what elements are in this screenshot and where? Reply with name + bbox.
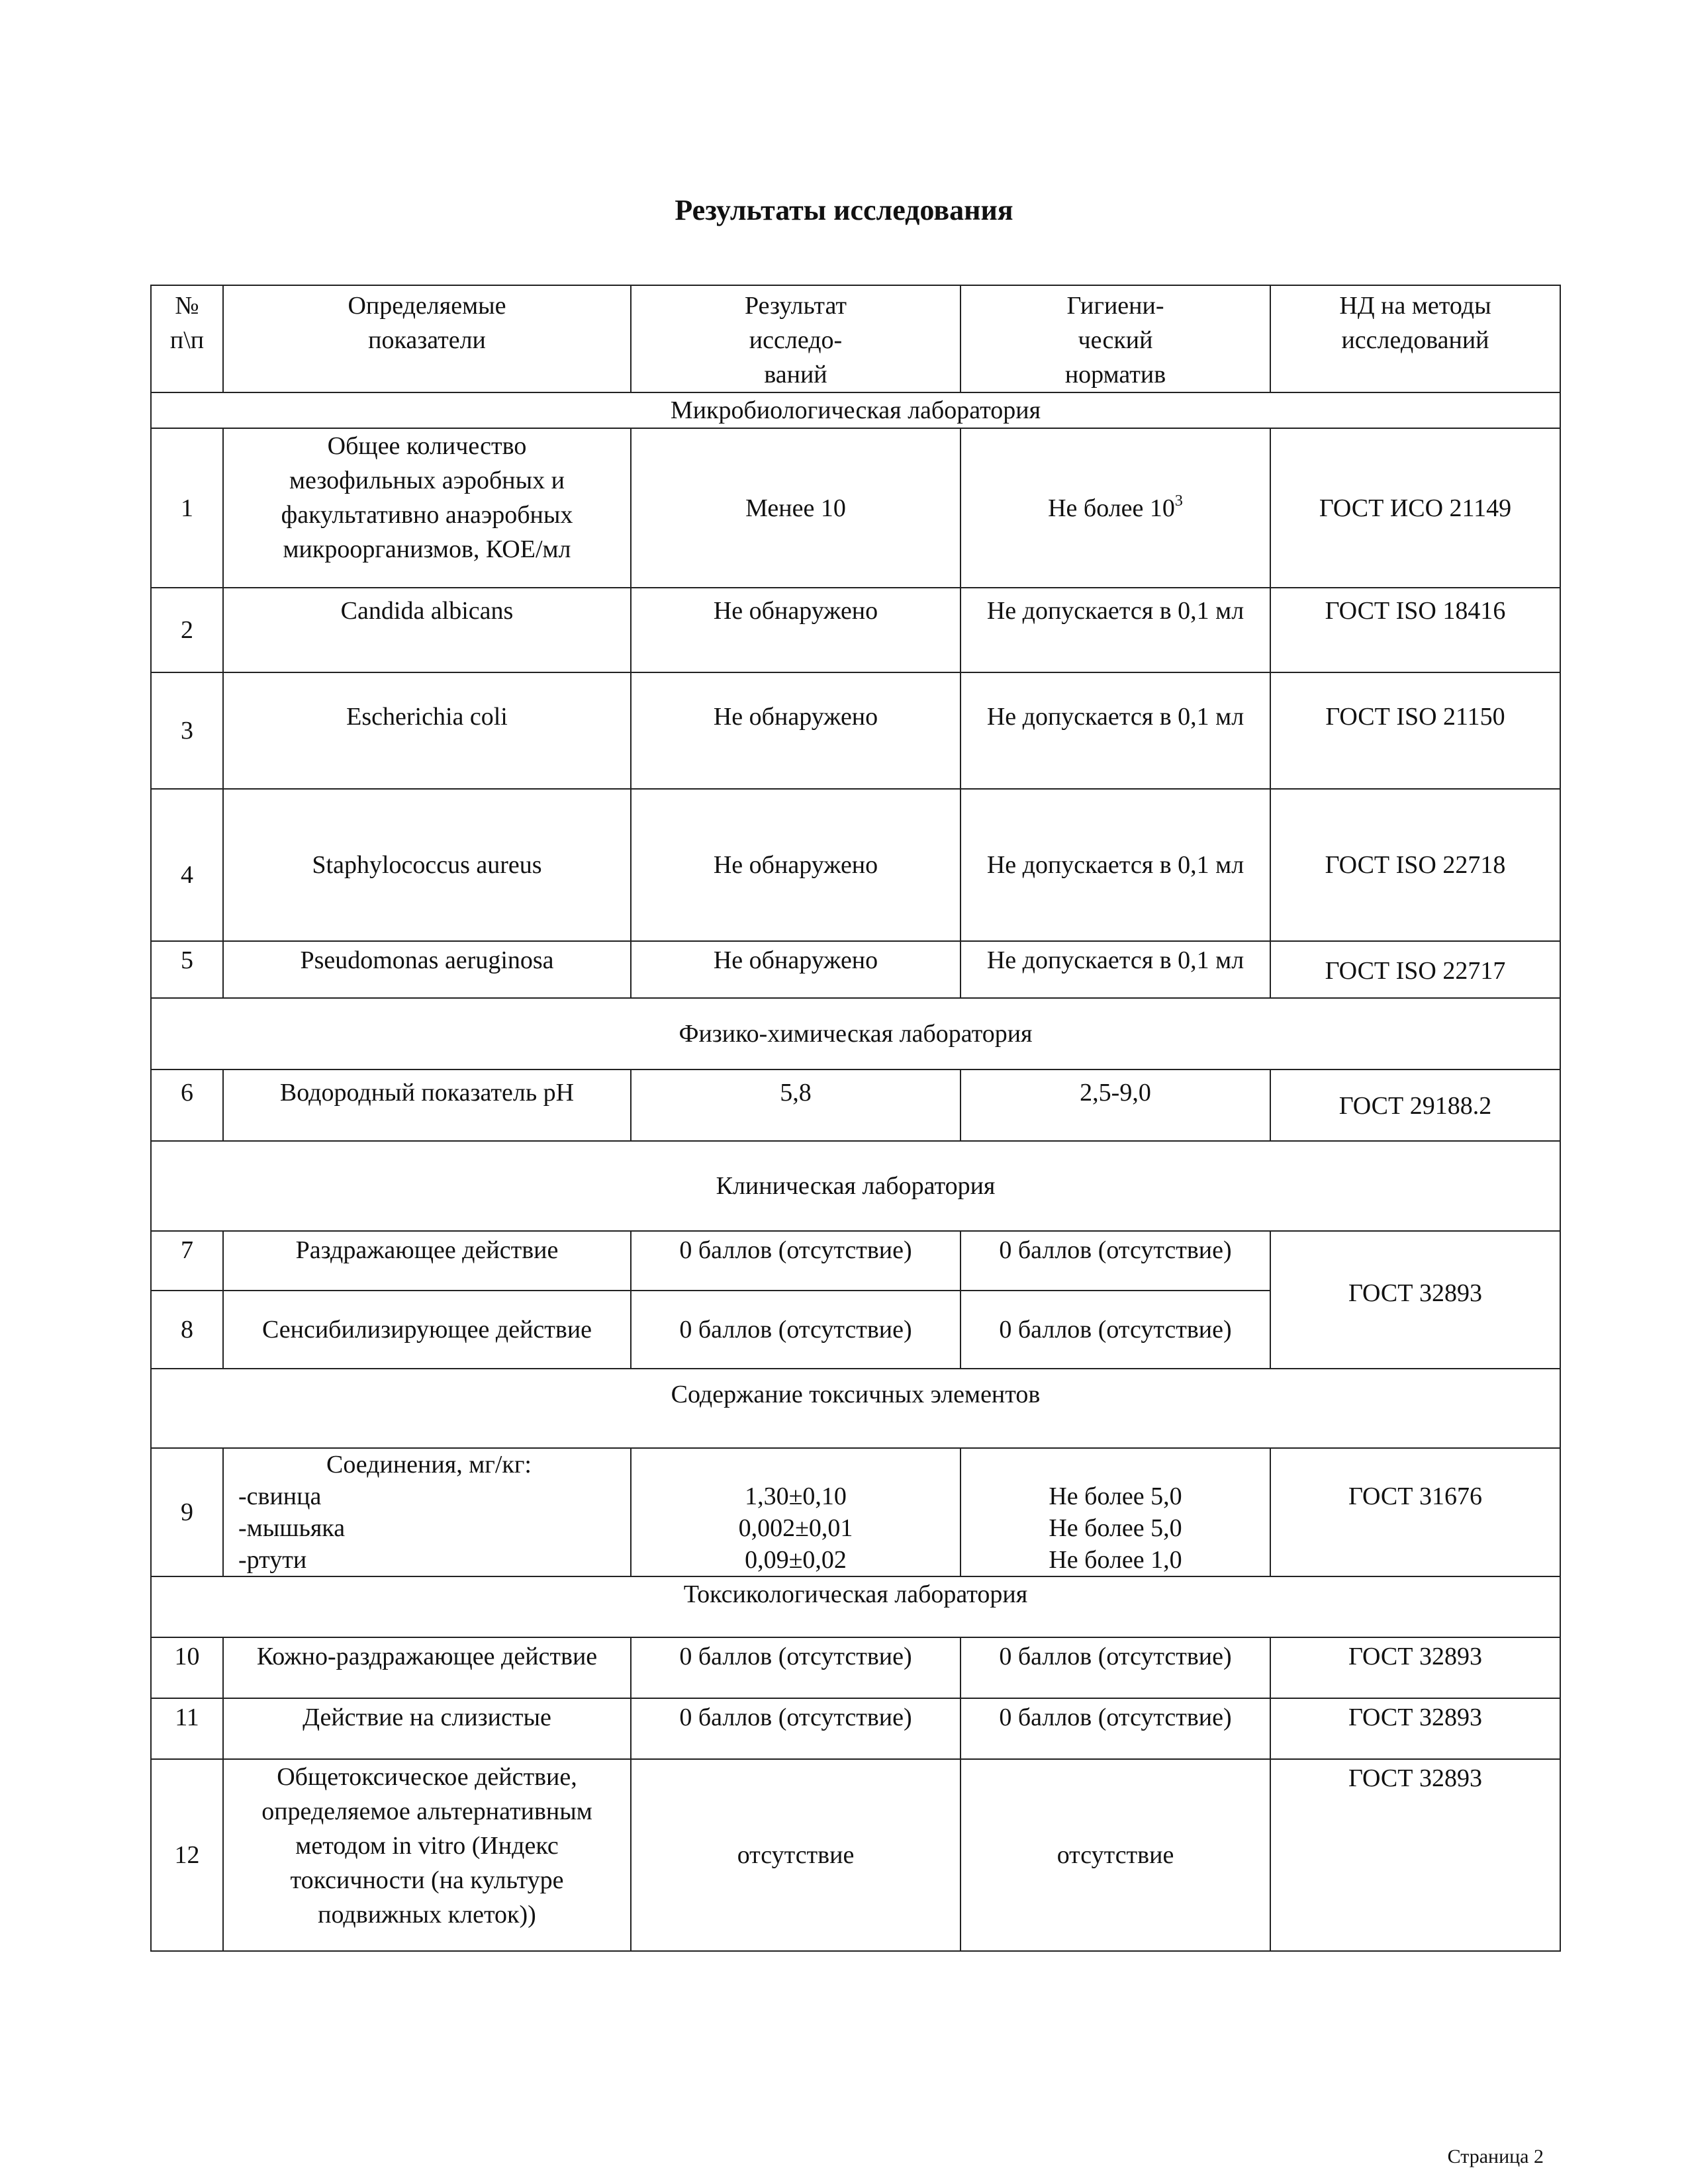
indicator-cell: Candida albicans [223,588,631,672]
norm-cell: Не допускается в 0,1 мл [961,588,1270,672]
indicator-cell: Водородный показатель рН [223,1069,631,1141]
method-cell: ГОСТ ISO 21150 [1270,672,1560,789]
result-cell: 5,8 [631,1069,961,1141]
row-number: 7 [151,1231,223,1291]
method-cell: ГОСТ 32893 [1270,1759,1560,1951]
section-row [151,1141,1560,1231]
result-cell: Не обнаружено [631,588,961,672]
row-number: 4 [151,789,223,941]
result-cell: 0 баллов (отсутствие) [631,1637,961,1698]
norm-cell: Не допускается в 0,1 мл [961,672,1270,789]
indicator-cell: Действие на слизистые [223,1698,631,1759]
method-cell: ГОСТ 32893 [1270,1698,1560,1759]
indicator-cell: Escherichia coli [223,672,631,789]
result-cell: отсутствие [631,1759,961,1951]
table-row [151,941,1560,998]
section-clinical: Клиническая лаборатория [151,1141,1560,1231]
norm-cell: 0 баллов (отсутствие) [961,1637,1270,1698]
table-row [151,789,1560,941]
method-cell: ГОСТ 29188.2 [1270,1069,1560,1141]
row-number: 1 [151,428,223,588]
table-row [151,1698,1560,1759]
row-number: 8 [151,1291,223,1369]
result-cell: Не обнаружено [631,941,961,998]
indicator-cell: Staphylococcus aureus [223,789,631,941]
norm-cell: Не более 5,0 Не более 5,0 Не более 1,0 [961,1448,1270,1576]
results-table [150,285,1561,1952]
method-cell: ГОСТ ИСО 21149 [1270,428,1560,588]
method-cell: ГОСТ ISO 18416 [1270,588,1560,672]
method-cell: ГОСТ ISO 22718 [1270,789,1560,941]
row-number: 10 [151,1637,223,1698]
row-number: 5 [151,941,223,998]
table-row [151,1231,1560,1291]
norm-cell: Не допускается в 0,1 мл [961,941,1270,998]
page-number: Страница 2 [1447,2146,1544,2167]
indicator-cell: Pseudomonas aeruginosa [223,941,631,998]
result-cell: Не обнаружено [631,672,961,789]
indicator-cell: Общетоксическое действие, определяемое альтернативным методом in vitro (Индекс токсичности (на культуре подвижных клеток)) [223,1759,631,1951]
result-cell: 0 баллов (отсутствие) [631,1231,961,1291]
norm-cell: 2,5-9,0 [961,1069,1270,1141]
result-cell: 0 баллов (отсутствие) [631,1698,961,1759]
section-micro: Микробиологическая лаборатория [151,392,1560,428]
indicator-cell: Общее количество мезофильных аэробных и факультативно анаэробных микроорганизмов, КОЕ/мл [223,428,631,588]
result-cell: Менее 10 [631,428,961,588]
method-cell: ГОСТ 32893 [1270,1637,1560,1698]
header-indicator: Определяемые показатели [223,285,631,392]
indicator-cell: Раздражающее действие [223,1231,631,1291]
table-row [151,1637,1560,1698]
indicator-cell: Сенсибилизирующее действие [223,1291,631,1369]
result-cell: Не обнаружено [631,789,961,941]
row-number: 11 [151,1698,223,1759]
table-row [151,1759,1560,1951]
section-row [151,392,1560,428]
header-result: Результат исследо- ваний [631,285,961,392]
norm-cell: Не более $10^3$ [961,428,1270,588]
table-row [151,428,1560,588]
method-cell: ГОСТ 32893 [1270,1231,1560,1369]
row-number: 3 [151,672,223,789]
norm-cell: 0 баллов (отсутствие) [961,1698,1270,1759]
section-toxic-elements: Содержание токсичных элементов [151,1369,1560,1448]
method-cell: ГОСТ 31676 [1270,1448,1560,1576]
section-row [151,998,1560,1069]
section-row [151,1369,1560,1448]
compounds-title: Соединения, мг/кг: [326,1451,532,1479]
norm-cell: 0 баллов (отсутствие) [961,1231,1270,1291]
table-row [151,588,1560,672]
header-norm: Гигиени- ческий норматив [961,285,1270,392]
row-number: 6 [151,1069,223,1141]
header-number: № п\п [151,285,223,392]
document-title: Результаты исследования [675,194,1013,226]
row-number: 9 [151,1448,223,1576]
method-cell: ГОСТ ISO 22717 [1270,941,1560,998]
row-number: 12 [151,1759,223,1951]
table-row [151,1448,1560,1576]
table-header-row [151,285,1560,392]
indicator-cell: Соединения, мг/кг: -свинца -мышьяка -ртути [223,1448,631,1576]
table-row [151,1069,1560,1141]
norm-cell: 0 баллов (отсутствие) [961,1291,1270,1369]
header-method: НД на методы исследований [1270,285,1560,392]
result-cell: 1,30±0,10 0,002±0,01 0,09±0,02 [631,1448,961,1576]
indicator-cell: Кожно-раздражающее действие [223,1637,631,1698]
row-number: 2 [151,588,223,672]
section-row [151,1576,1560,1637]
result-cell: 0 баллов (отсутствие) [631,1291,961,1369]
table-row [151,672,1560,789]
norm-cell: Не допускается в 0,1 мл [961,789,1270,941]
section-physchem: Физико-химическая лаборатория [151,998,1560,1069]
section-toxicology: Токсикологическая лаборатория [151,1576,1560,1637]
norm-cell: отсутствие [961,1759,1270,1951]
